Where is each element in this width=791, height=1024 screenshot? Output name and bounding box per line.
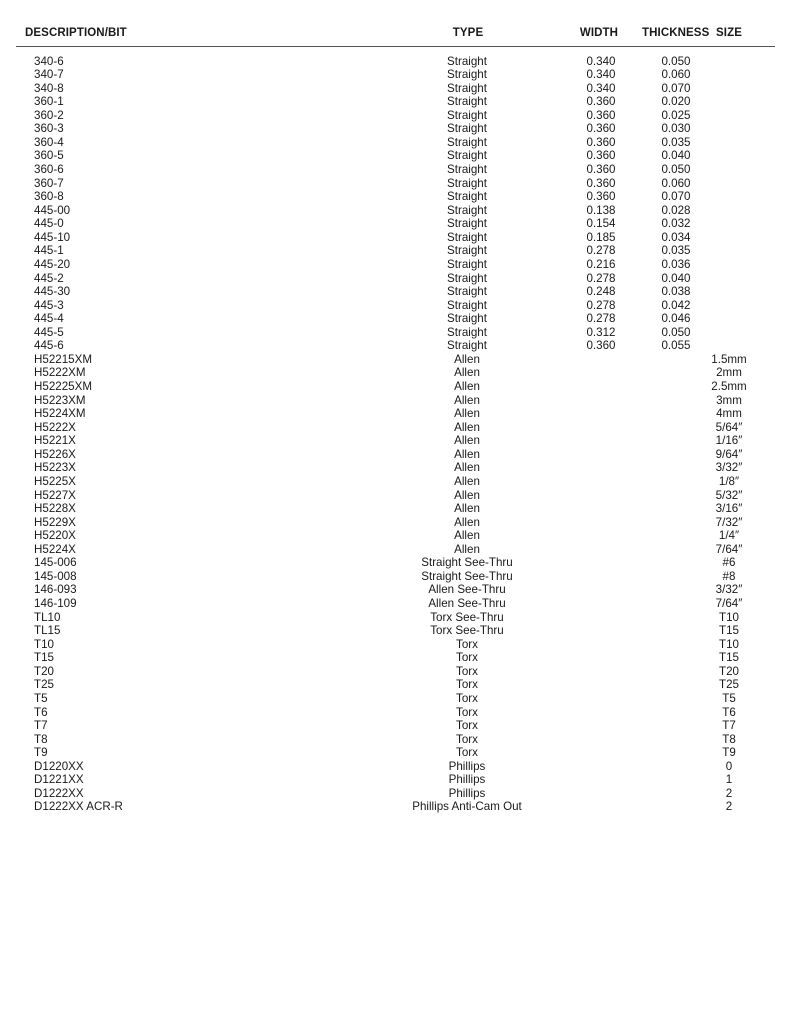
cell-size: 1/4″ xyxy=(718,529,740,543)
table-row xyxy=(0,448,791,462)
cell-type: Allen xyxy=(454,434,480,448)
cell-type: Straight xyxy=(447,122,487,136)
cell-description: TL10 xyxy=(34,610,61,624)
cell-type: Straight xyxy=(447,298,487,312)
cell-description: D1221XX xyxy=(34,773,84,787)
cell-description: 445-1 xyxy=(34,244,64,258)
cell-description: H5222X xyxy=(34,420,76,434)
cell-type: Allen xyxy=(454,407,480,421)
cell-type: Straight xyxy=(447,149,487,163)
cell-type: Straight See-Thru xyxy=(421,569,513,583)
cell-size: T7 xyxy=(722,719,736,733)
cell-type: Torx xyxy=(456,664,478,678)
cell-thickness: 0.042 xyxy=(661,298,691,312)
cell-thickness: 0.035 xyxy=(661,135,691,149)
table-row xyxy=(0,543,791,557)
header-type: TYPE xyxy=(452,27,484,39)
table-row xyxy=(0,516,791,530)
table-row xyxy=(0,461,791,475)
cell-size: 2.5mm xyxy=(711,380,747,393)
cell-description: 340-6 xyxy=(34,54,64,68)
cell-width: 0.360 xyxy=(586,190,616,204)
table-row xyxy=(0,421,791,435)
cell-description: 360-2 xyxy=(34,108,64,122)
cell-width: 0.154 xyxy=(586,217,616,231)
cell-width: 0.248 xyxy=(586,285,616,299)
cell-type: Straight xyxy=(447,312,487,326)
cell-thickness: 0.060 xyxy=(661,68,691,82)
cell-type: Straight xyxy=(447,54,487,68)
cell-description: 360-5 xyxy=(34,149,64,163)
cell-description: H5220X xyxy=(34,529,76,543)
table-row xyxy=(0,570,791,584)
cell-type: Straight xyxy=(447,285,487,299)
cell-size: #6 xyxy=(722,556,736,570)
cell-type: Phillips xyxy=(448,759,486,773)
cell-thickness: 0.032 xyxy=(661,217,691,231)
cell-type: Allen xyxy=(454,529,480,543)
cell-width: 0.278 xyxy=(586,298,616,312)
table-row xyxy=(0,502,791,516)
table-row xyxy=(0,638,791,652)
cell-type: Straight xyxy=(447,339,487,353)
cell-type: Allen xyxy=(454,447,480,461)
table-body xyxy=(0,55,791,815)
cell-type: Straight xyxy=(447,190,487,204)
cell-description: T15 xyxy=(34,651,54,665)
table-row xyxy=(0,244,791,258)
cell-description: 145-006 xyxy=(34,556,77,570)
cell-type: Allen See-Thru xyxy=(428,583,506,597)
cell-description: H5224X xyxy=(34,542,76,556)
cell-type: Allen xyxy=(454,488,480,502)
cell-thickness: 0.028 xyxy=(661,203,691,217)
header-size: SIZE xyxy=(716,27,742,39)
cell-type: Straight xyxy=(447,230,487,244)
cell-description: H5224XM xyxy=(34,407,86,421)
table-row xyxy=(0,665,791,679)
table-header xyxy=(16,27,775,47)
cell-width: 0.360 xyxy=(586,163,616,176)
cell-width: 0.216 xyxy=(586,257,616,271)
table-row xyxy=(0,746,791,760)
table-row xyxy=(0,678,791,692)
table-row xyxy=(0,719,791,733)
cell-size: 5/32″ xyxy=(715,488,743,502)
cell-description: T10 xyxy=(34,637,54,651)
table-row xyxy=(0,231,791,245)
cell-type: Allen xyxy=(454,542,480,556)
table-row xyxy=(0,339,791,353)
cell-width: 0.278 xyxy=(586,271,616,285)
cell-description: 145-008 xyxy=(34,569,77,583)
cell-description: 445-00 xyxy=(34,203,71,217)
cell-size: T15 xyxy=(719,624,739,638)
cell-thickness: 0.055 xyxy=(661,339,691,353)
cell-description: H5226X xyxy=(34,447,76,461)
table-row xyxy=(0,624,791,638)
cell-description: T20 xyxy=(34,664,54,678)
table-row xyxy=(0,190,791,204)
cell-type: Phillips Anti-Cam Out xyxy=(412,800,522,814)
cell-type: Allen xyxy=(454,474,480,488)
cell-thickness: 0.070 xyxy=(661,190,691,204)
cell-description: H5223XM xyxy=(34,393,86,407)
cell-description: H52215XM xyxy=(34,352,93,366)
cell-width: 0.360 xyxy=(586,339,616,353)
cell-thickness: 0.035 xyxy=(661,244,691,258)
cell-width: 0.278 xyxy=(586,244,616,258)
cell-description: D1222XX xyxy=(34,786,84,800)
table-row xyxy=(0,217,791,231)
cell-description: H5227X xyxy=(34,488,76,502)
table-row xyxy=(0,204,791,218)
cell-description: 360-3 xyxy=(34,122,64,136)
header-thickness: THICKNESS xyxy=(642,27,710,39)
cell-type: Phillips xyxy=(448,773,486,787)
cell-type: Torx xyxy=(456,719,478,733)
cell-description: T25 xyxy=(34,678,54,692)
table-row xyxy=(0,163,791,177)
cell-thickness: 0.050 xyxy=(661,54,691,68)
cell-type: Allen xyxy=(454,380,480,393)
cell-description: TL15 xyxy=(34,624,61,638)
cell-description: 445-5 xyxy=(34,325,64,339)
cell-thickness: 0.025 xyxy=(661,108,691,122)
cell-thickness: 0.040 xyxy=(661,271,691,285)
cell-description: H5222XM xyxy=(34,366,86,380)
cell-type: Torx See-Thru xyxy=(430,624,504,638)
cell-thickness: 0.030 xyxy=(661,122,691,136)
table-row xyxy=(0,556,791,570)
table-row xyxy=(0,529,791,543)
cell-type: Torx xyxy=(456,732,478,746)
header-description: DESCRIPTION/BIT xyxy=(25,27,127,39)
cell-thickness: 0.050 xyxy=(661,325,691,339)
table-row xyxy=(0,760,791,774)
cell-size: 2 xyxy=(725,786,733,800)
cell-width: 0.340 xyxy=(586,68,616,82)
table-row xyxy=(0,122,791,136)
table-row xyxy=(0,366,791,380)
table-row xyxy=(0,272,791,286)
cell-size: 9/64″ xyxy=(715,447,743,461)
cell-type: Allen xyxy=(454,352,480,366)
table-row xyxy=(0,177,791,191)
table-row xyxy=(0,55,791,69)
cell-width: 0.360 xyxy=(586,149,616,163)
cell-width: 0.185 xyxy=(586,230,616,244)
cell-width: 0.360 xyxy=(586,135,616,149)
table-row xyxy=(0,651,791,665)
cell-type: Straight xyxy=(447,176,487,190)
table-row xyxy=(0,149,791,163)
cell-size: 2mm xyxy=(716,366,742,380)
cell-description: H52225XM xyxy=(34,380,93,393)
cell-thickness: 0.046 xyxy=(661,312,691,326)
cell-type: Straight xyxy=(447,203,487,217)
cell-description: 445-20 xyxy=(34,257,71,271)
cell-size: 7/64″ xyxy=(715,597,743,610)
cell-size: T6 xyxy=(722,705,736,719)
cell-size: 2 xyxy=(725,800,733,814)
cell-type: Torx xyxy=(456,746,478,760)
cell-size: T10 xyxy=(719,610,739,624)
cell-type: Torx See-Thru xyxy=(430,610,504,624)
table-row xyxy=(0,597,791,611)
cell-thickness: 0.038 xyxy=(661,285,691,299)
cell-width: 0.360 xyxy=(586,176,616,190)
table-row xyxy=(0,583,791,597)
cell-size: T20 xyxy=(719,664,739,678)
cell-type: Straight xyxy=(447,108,487,122)
cell-type: Torx xyxy=(456,651,478,665)
table-row xyxy=(0,394,791,408)
cell-type: Allen xyxy=(454,515,480,529)
cell-size: T10 xyxy=(719,637,739,651)
cell-description: T9 xyxy=(34,746,48,760)
table-row xyxy=(0,95,791,109)
cell-thickness: 0.040 xyxy=(661,149,691,163)
cell-size: 5/64″ xyxy=(715,420,743,434)
cell-type: Straight xyxy=(447,325,487,339)
cell-size: 7/64″ xyxy=(715,542,743,556)
cell-size: 3mm xyxy=(716,393,742,407)
cell-width: 0.360 xyxy=(586,108,616,122)
header-divider xyxy=(16,46,775,47)
table-row xyxy=(0,109,791,123)
cell-size: T25 xyxy=(719,678,739,692)
table-row xyxy=(0,326,791,340)
table-row xyxy=(0,733,791,747)
cell-description: 445-4 xyxy=(34,312,64,326)
cell-type: Phillips xyxy=(448,786,486,800)
cell-type: Allen xyxy=(454,461,480,475)
cell-type: Straight xyxy=(447,81,487,95)
cell-type: Straight xyxy=(447,95,487,109)
cell-description: 445-2 xyxy=(34,271,64,285)
cell-size: 3/32″ xyxy=(715,461,743,475)
cell-description: H5228X xyxy=(34,502,76,516)
cell-width: 0.138 xyxy=(586,203,616,217)
header-width: WIDTH xyxy=(579,27,619,39)
cell-size: 4mm xyxy=(716,407,742,421)
cell-type: Straight xyxy=(447,244,487,258)
table-row xyxy=(0,380,791,394)
cell-description: 340-8 xyxy=(34,81,64,95)
cell-description: H5221X xyxy=(34,434,76,448)
cell-description: D1222XX ACR-R xyxy=(34,800,123,814)
cell-description: 360-7 xyxy=(34,176,64,190)
cell-description: 360-8 xyxy=(34,190,64,204)
table-row xyxy=(0,136,791,150)
cell-type: Torx xyxy=(456,637,478,651)
cell-type: Torx xyxy=(456,678,478,692)
cell-thickness: 0.036 xyxy=(661,257,691,271)
cell-width: 0.360 xyxy=(586,122,616,136)
cell-type: Allen xyxy=(454,366,480,380)
cell-description: 146-093 xyxy=(34,583,77,597)
cell-description: D1220XX xyxy=(34,759,84,773)
table-row xyxy=(0,68,791,82)
cell-description: T7 xyxy=(34,719,48,733)
cell-type: Straight See-Thru xyxy=(421,556,513,570)
cell-size: 3/32″ xyxy=(715,583,743,597)
cell-thickness: 0.034 xyxy=(661,230,691,244)
cell-size: 1 xyxy=(725,773,733,787)
cell-description: 445-3 xyxy=(34,298,64,312)
cell-width: 0.278 xyxy=(586,312,616,326)
cell-description: 360-1 xyxy=(34,95,64,109)
table-row xyxy=(0,353,791,367)
table-row xyxy=(0,258,791,272)
cell-width: 0.340 xyxy=(586,54,616,68)
table-row xyxy=(0,312,791,326)
table-row xyxy=(0,434,791,448)
table-row xyxy=(0,475,791,489)
cell-thickness: 0.020 xyxy=(661,95,691,109)
cell-type: Torx xyxy=(456,691,478,705)
cell-width: 0.312 xyxy=(586,325,616,339)
cell-size: 0 xyxy=(725,759,733,773)
cell-thickness: 0.050 xyxy=(661,163,691,176)
cell-size: T8 xyxy=(722,732,736,746)
table-row xyxy=(0,285,791,299)
table-row xyxy=(0,299,791,313)
cell-width: 0.340 xyxy=(586,81,616,95)
cell-size: 7/32″ xyxy=(715,515,743,529)
cell-size: #8 xyxy=(722,569,736,583)
cell-description: T6 xyxy=(34,705,48,719)
table-row xyxy=(0,611,791,625)
cell-size: T15 xyxy=(719,651,739,665)
cell-type: Straight xyxy=(447,271,487,285)
table-row xyxy=(0,407,791,421)
cell-type: Allen xyxy=(454,420,480,434)
table-row xyxy=(0,692,791,706)
cell-description: T5 xyxy=(34,691,48,705)
cell-thickness: 0.060 xyxy=(661,176,691,190)
cell-description: 360-6 xyxy=(34,163,64,176)
cell-description: 146-109 xyxy=(34,597,77,610)
cell-type: Torx xyxy=(456,705,478,719)
cell-size: 1/16″ xyxy=(715,434,743,448)
table-row xyxy=(0,706,791,720)
cell-size: 1/8″ xyxy=(718,474,740,488)
cell-description: 445-10 xyxy=(34,230,71,244)
cell-description: T8 xyxy=(34,732,48,746)
cell-size: T9 xyxy=(722,746,736,760)
cell-type: Straight xyxy=(447,257,487,271)
cell-type: Straight xyxy=(447,135,487,149)
cell-description: H5229X xyxy=(34,515,76,529)
cell-width: 0.360 xyxy=(586,95,616,109)
cell-type: Straight xyxy=(447,68,487,82)
table-row xyxy=(0,800,791,814)
cell-description: 360-4 xyxy=(34,135,64,149)
cell-size: 3/16″ xyxy=(715,502,743,516)
cell-description: 445-30 xyxy=(34,285,71,299)
cell-type: Allen xyxy=(454,393,480,407)
cell-type: Straight xyxy=(447,163,487,176)
cell-description: H5225X xyxy=(34,474,76,488)
cell-type: Allen xyxy=(454,502,480,516)
table-row xyxy=(0,489,791,503)
cell-description: 445-6 xyxy=(34,339,64,353)
cell-description: 445-0 xyxy=(34,217,64,231)
cell-type: Allen See-Thru xyxy=(428,597,506,610)
cell-size: 1.5mm xyxy=(711,352,747,366)
cell-thickness: 0.070 xyxy=(661,81,691,95)
table-row xyxy=(0,82,791,96)
cell-description: 340-7 xyxy=(34,68,64,82)
table-row xyxy=(0,773,791,787)
cell-description: H5223X xyxy=(34,461,76,475)
table-row xyxy=(0,787,791,801)
cell-size: T5 xyxy=(722,691,736,705)
cell-type: Straight xyxy=(447,217,487,231)
